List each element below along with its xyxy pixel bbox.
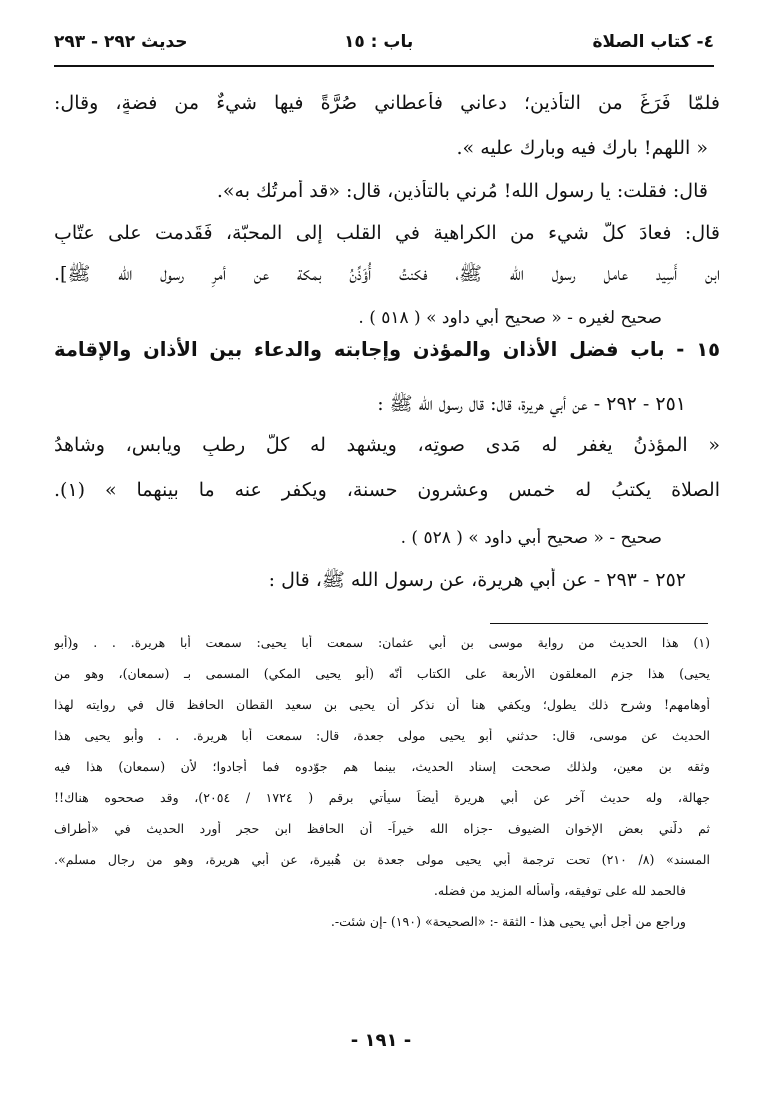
body-line: « اللهم! بارك فيه وبارك عليه ».	[456, 137, 708, 159]
header-hadith-range: حديث ٢٩٢ - ٢٩٣	[54, 32, 188, 52]
body-line: قال: فقلت: يا رسول الله! مُرني بالتأذين، قال: «قد أمرتُك به».	[216, 180, 708, 202]
footnote-line: ثم دلّني بعض الإخوان الضيوف -جزاه الله خيراً- أن الحافظ ابن حجر أورد الحديث في «أطراف	[54, 821, 710, 836]
footnote-line: المسند» (٨/ ٢١٠) تحت ترجمة أبي يحيى مولى جعدة بن هُبيرة، عن أبي هريرة، وهو من رجال مسلم».	[54, 852, 710, 867]
footnote-line: يحيى) هذا جزم المعلقون الأربعة على الكتاب أنّه (أبو يحيى المكي) المسمى بـ (سمعان)، وهو من	[54, 666, 710, 681]
body-line: فلمّا فَرَغَ من التأذين؛ دعاني فأعطاني صُرَّةً فيها شيءٌ من فضةٍ، وقال:	[54, 92, 720, 114]
hadith-number-251: ٢٥١ - ٢٩٢ - عن أبي هريرة، قال: قال رسول الله ﷺ :	[377, 393, 686, 415]
footnote-line: فالحمد لله على توفيقه، وأسأله المزيد من فضله.	[433, 883, 686, 898]
footnote-line: جهالة، وله حديث آخر عن أبي هريرة أيضاً سيأتي برقم ( ١٧٢٤ / ٢٠٥٤)، وقد صححوه هناك!!	[54, 790, 710, 805]
hadith-grade: صحيح لغيره - « صحيح أبي داود » ( ٥١٨ ) .	[358, 308, 662, 328]
header-chapter: باب : ١٥	[344, 32, 414, 52]
footnote-line: وراجع من أجل أبي يحيى هذا - الثقة -: «الصحيحة» (١٩٠) -إن شئت-.	[330, 914, 686, 929]
footnote-divider	[490, 623, 708, 624]
running-header	[54, 26, 714, 60]
chapter-title: ١٥ - باب فضل الأذان والمؤذن وإجابته والدعاء بين الأذان والإقامة	[54, 338, 720, 361]
body-line: ابن أَسِيد عامل رسول الله ﷺ، فكنتُ أُؤَذِّنُ بمكة عن أمرِ رسول الله ﷺ].	[54, 263, 720, 285]
page-number: - ١٩١ -	[350, 1030, 412, 1051]
footnote-line: الحديث عن موسى، قال: حدثني أبو يحيى مولى جعدة، قال: سمعت أبا هريرة. . . وأبو يحيى هذا	[54, 728, 710, 743]
hadith-grade: صحيح - « صحيح أبي داود » ( ٥٢٨ ) .	[400, 528, 662, 548]
hadith-text-line: « المؤذنُ يغفر له مَدى صوتِه، ويشهد له كلُّ رطبٍ ويابسٍ، وشاهدُ	[54, 434, 720, 456]
header-book-title: ٤- كتاب الصلاة	[592, 32, 714, 52]
hadith-text-line: الصلاة يكتبُ له خمس وعشرون حسنة، ويكفر عنه ما بينهما » (١).	[54, 479, 720, 501]
footnote-line: وثقه بن معين، ولذلك صححت إسناد الحديث، بينما هم جوّدوه فما أجادوا؛ لأن (سمعان) هذا فيه	[54, 759, 710, 774]
footnote-line: أوهامهم! وشرح ذلك يطول؛ ويكفي هنا أن نذكر أن يحيى بن سعيد القطان الحافظ قال في روايته لهذا	[54, 697, 710, 712]
hadith-number-252: ٢٥٢ - ٢٩٣ - عن أبي هريرة، عن رسول الله ﷺ، قال :	[268, 569, 686, 591]
footnote-line: (١) هذا الحديث من رواية موسى بن أبي عثمان: سمعت أبا يحيى: سمعت أبا هريرة. . . و(أبو	[54, 635, 710, 650]
body-line: قال: فعادَ كلُّ شيء من الكراهية في القلب إلى المحبّة، فَقَدمت على عتّابِ	[54, 222, 720, 244]
header-divider	[54, 65, 714, 67]
